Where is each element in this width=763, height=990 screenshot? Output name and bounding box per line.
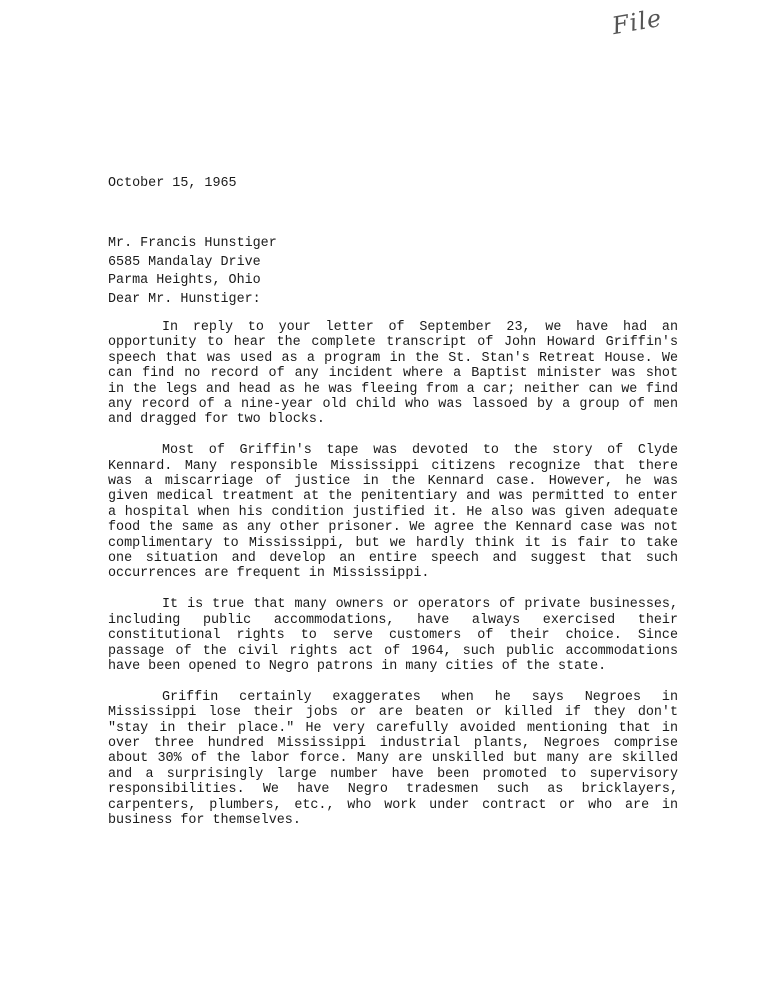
salutation: Dear Mr. Hunstiger: <box>108 292 261 307</box>
recipient-city: Parma Heights, Ohio <box>108 273 261 288</box>
recipient-name: Mr. Francis Hunstiger <box>108 236 277 251</box>
paragraph-3: It is true that many owners or operators of private businesses, including public accommodations, have always exercised their constitutional rights to serve customers of their choice. Since passage of the civil rights act of 1964, such public accommodations have been opened to Negro patrons in many cities of the state. <box>108 597 678 674</box>
paragraph-4: Griffin certainly exaggerates when he says Negroes in Mississippi lose their jobs or are beaten or killed if they don't "stay in their place." He very carefully avoided mentioning that in over three hundred Mississippi industrial plants, Negroes comprise about 30% of the labor force. Many are unskilled but many are skilled and a surprisingly large number have been promoted to supervisory responsibilities. We have Negro tradesmen such as bricklayers, carpenters, plumbers, etc., who work under contract or who are in business for themselves. <box>108 689 678 828</box>
recipient-street: 6585 Mandalay Drive <box>108 254 261 270</box>
handwritten-file-note: File <box>609 3 665 41</box>
letter-body <box>108 320 678 844</box>
paragraph-2: Most of Griffin's tape was devoted to the story of Clyde Kennard. Many responsible Mississippi citizens recognize that there was a miscarriage of justice in the Kennard case. However, he was given medical treatment at the penitentiary and was permitted to enter a hospital when his condition justified it. He also was given adequate food the same as any other prisoner. We agree the Kennard case was not complimentary to Mississippi, but we hardly think it is fair to take one situation and develop an entire speech and suggest that such occurrences are frequent in Mississippi. <box>108 443 678 582</box>
recipient-address <box>108 235 277 291</box>
paragraph-1: In reply to your letter of September 23, we have had an opportunity to hear the complete transcript of John Howard Griffin's speech that was used as a program in the St. Stan's Retreat House. We can find no record of any incident where a Baptist minister was shot in the legs and head as he was fleeing from a car; neither can we find any record of a nine-year old child who was lassoed by a group of men and dragged for two blocks. <box>108 320 678 428</box>
letter-date: October 15, 1965 <box>108 176 237 191</box>
